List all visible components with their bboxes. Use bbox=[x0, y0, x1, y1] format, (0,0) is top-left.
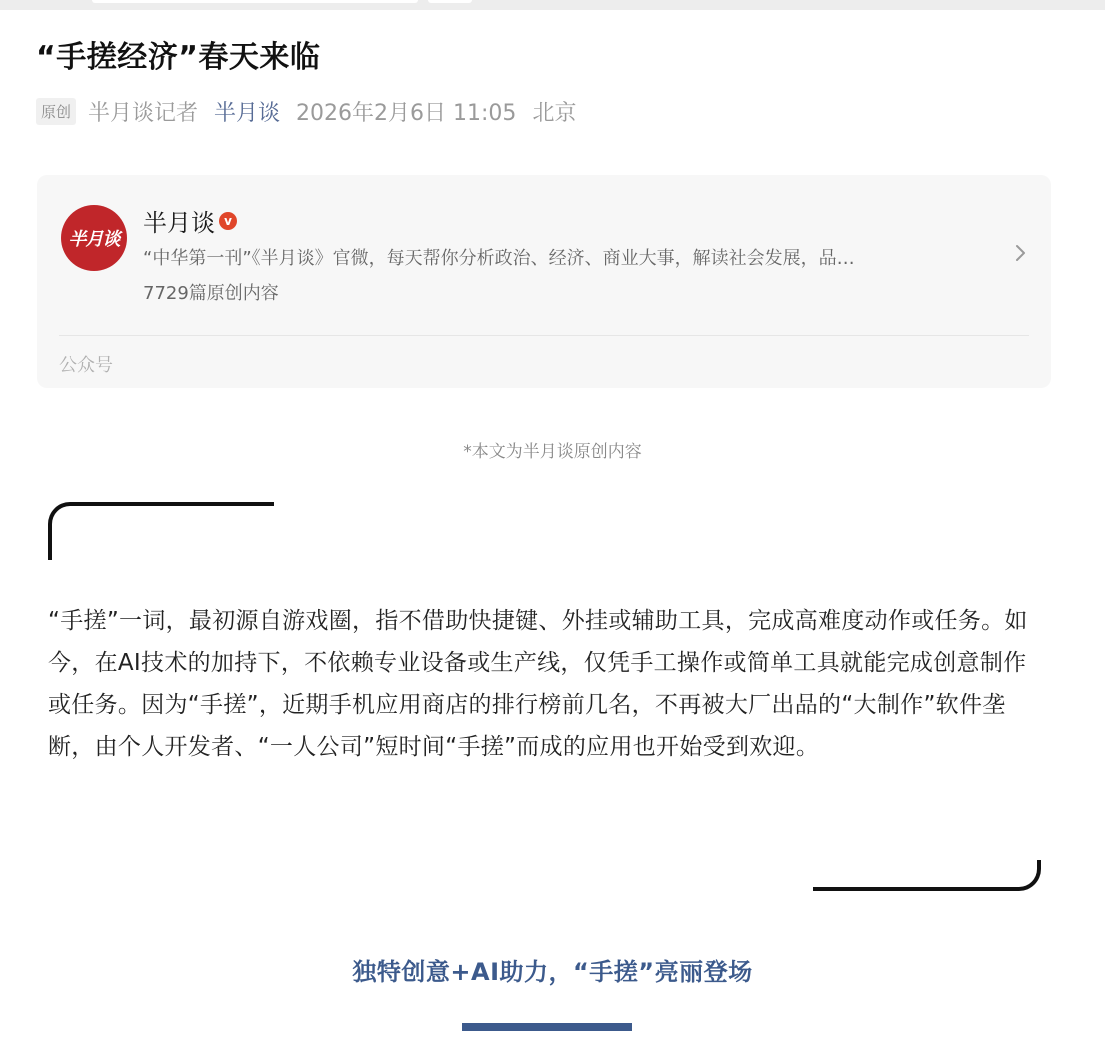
decorative-corner-top-left bbox=[48, 502, 274, 560]
account-type-label: 公众号 bbox=[59, 355, 113, 376]
article-meta bbox=[36, 95, 576, 127]
decorative-corner-bottom-right bbox=[813, 860, 1041, 891]
publish-time: 2026年2月6日 11:05 bbox=[296, 100, 517, 126]
account-name: 半月谈 bbox=[143, 209, 215, 237]
original-note: *本文为半月谈原创内容 bbox=[463, 442, 642, 462]
avatar-logo-text: 半月谈 bbox=[68, 229, 120, 250]
reporter-label: 半月谈记者 bbox=[88, 100, 199, 126]
body-paragraph: “手搓”一词，最初源自游戏圈，指不借助快捷键、外挂或辅助工具，完成高难度动作或任务。如今，在AI技术的加持下，不依赖专业设备或生产线，仅凭手工操作或简单工具就能完成创意制作或任务。因为“手搓”，近期手机应用商店的排行榜前几名，不再被大厂出品的“大制作”软件垄断，由个人开发者、“一人公司”短时间“手搓”而成的应用也开始受到欢迎。 bbox=[48, 608, 1028, 760]
article-title: “手搓经济”春天来临 bbox=[36, 40, 321, 75]
browser-tab[interactable] bbox=[92, 0, 418, 3]
account-link[interactable]: 半月谈 bbox=[214, 100, 281, 126]
account-name-row bbox=[143, 203, 237, 238]
browser-top-strip bbox=[0, 0, 1105, 10]
chevron-right-icon[interactable] bbox=[1007, 239, 1035, 267]
publish-location: 北京 bbox=[532, 100, 577, 126]
card-divider bbox=[59, 335, 1029, 336]
account-description: “中华第一刊”《半月谈》官微，每天帮你分析政治、经济、商业大事，解读社会发展，品… bbox=[143, 248, 855, 269]
original-count: 7729篇原创内容 bbox=[143, 283, 279, 304]
browser-tab-small[interactable] bbox=[428, 0, 472, 3]
section-heading: 独特创意+AI助力，“手搓”亮丽登场 bbox=[352, 958, 753, 986]
account-card[interactable] bbox=[37, 175, 1051, 388]
account-avatar[interactable] bbox=[61, 205, 127, 271]
verified-icon: v bbox=[219, 212, 237, 230]
original-badge: 原创 bbox=[36, 98, 76, 125]
section-underline-bar bbox=[462, 1023, 632, 1031]
